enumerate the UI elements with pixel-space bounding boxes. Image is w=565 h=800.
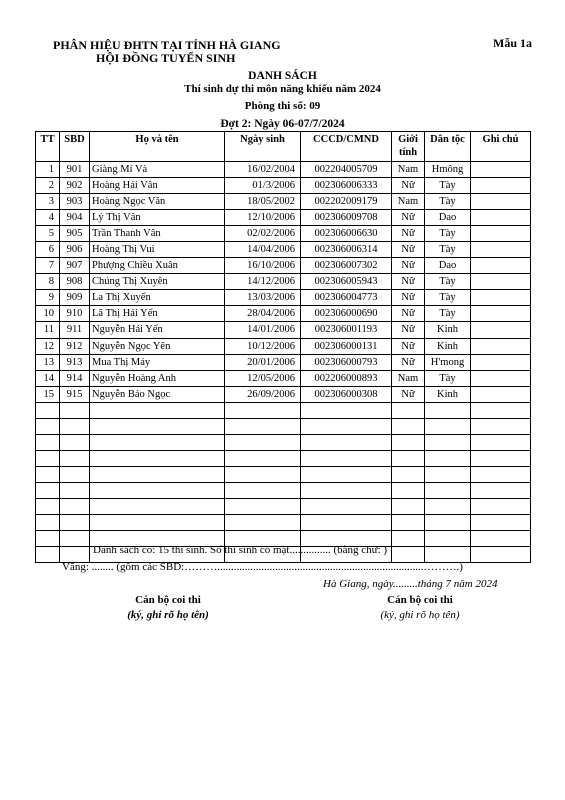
table-row xyxy=(36,354,531,370)
cell-gender: Nữ xyxy=(392,386,425,402)
cell-tt xyxy=(36,466,60,482)
absent-line: Vắng: ........ (gồm các SBD:………...........................................................................……….) xyxy=(62,561,463,573)
cell-dob: 12/10/2006 xyxy=(225,210,301,226)
cell-tt: 13 xyxy=(36,354,60,370)
cell-id-number: 002306000131 xyxy=(301,338,392,354)
cell-dob: 14/01/2006 xyxy=(225,322,301,338)
cell-tt xyxy=(36,434,60,450)
cell-sbd: 905 xyxy=(60,226,90,242)
table-row xyxy=(36,178,531,194)
cell-tt: 7 xyxy=(36,258,60,274)
cell-gender xyxy=(392,434,425,450)
cell-gender xyxy=(392,418,425,434)
table-row xyxy=(36,370,531,386)
cell-gender: Nam xyxy=(392,370,425,386)
cell-notes xyxy=(471,338,531,354)
cell-sbd: 912 xyxy=(60,338,90,354)
cell-notes xyxy=(471,258,531,274)
table-row xyxy=(36,434,531,450)
cell-dob xyxy=(225,498,301,514)
document-subtitle: Thí sinh dự thi môn năng khiếu năm 2024 xyxy=(184,83,381,95)
cell-id-number xyxy=(301,482,392,498)
cell-sbd xyxy=(60,418,90,434)
cell-notes xyxy=(471,194,531,210)
cell-tt: 12 xyxy=(36,338,60,354)
cell-sbd: 914 xyxy=(60,370,90,386)
col-header-gender: Giới tính xyxy=(392,132,425,162)
cell-notes xyxy=(471,482,531,498)
cell-notes xyxy=(471,370,531,386)
cell-sbd: 915 xyxy=(60,386,90,402)
cell-ethnicity xyxy=(425,434,471,450)
cell-sbd: 911 xyxy=(60,322,90,338)
cell-dob xyxy=(225,402,301,418)
table-row xyxy=(36,482,531,498)
cell-tt: 8 xyxy=(36,274,60,290)
cell-ethnicity: Dao xyxy=(425,258,471,274)
cell-dob: 28/04/2006 xyxy=(225,306,301,322)
cell-dob xyxy=(225,418,301,434)
cell-dob: 02/02/2006 xyxy=(225,226,301,242)
cell-ethnicity: Tày xyxy=(425,290,471,306)
cell-id-number: 002306001193 xyxy=(301,322,392,338)
cell-id-number xyxy=(301,498,392,514)
cell-id-number: 002206000893 xyxy=(301,370,392,386)
cell-sbd: 913 xyxy=(60,354,90,370)
cell-dob: 14/04/2006 xyxy=(225,242,301,258)
cell-notes xyxy=(471,210,531,226)
cell-ethnicity xyxy=(425,402,471,418)
cell-gender xyxy=(392,531,425,547)
cell-notes xyxy=(471,450,531,466)
cell-name: Chúng Thị Xuyên xyxy=(90,274,225,290)
cell-tt xyxy=(36,402,60,418)
table-row xyxy=(36,162,531,178)
cell-name: Hoàng Ngọc Văn xyxy=(90,194,225,210)
cell-id-number: 002204005709 xyxy=(301,162,392,178)
cell-name: Nguyễn Bảo Ngọc xyxy=(90,386,225,402)
cell-notes xyxy=(471,402,531,418)
cell-dob xyxy=(225,515,301,531)
cell-ethnicity: Tày xyxy=(425,242,471,258)
cell-sbd: 902 xyxy=(60,178,90,194)
place-date: Hà Giang, ngày.........tháng 7 năm 2024 xyxy=(323,578,498,590)
cell-gender: Nữ xyxy=(392,306,425,322)
cell-name xyxy=(90,402,225,418)
cell-id-number: 002306005943 xyxy=(301,274,392,290)
cell-name: Hoàng Hải Vân xyxy=(90,178,225,194)
cell-tt: 10 xyxy=(36,306,60,322)
cell-notes xyxy=(471,274,531,290)
cell-dob: 16/10/2006 xyxy=(225,258,301,274)
cell-name: Mua Thị Máy xyxy=(90,354,225,370)
cell-gender: Nữ xyxy=(392,290,425,306)
cell-name: Giàng Mí Và xyxy=(90,162,225,178)
table-row xyxy=(36,242,531,258)
cell-notes xyxy=(471,354,531,370)
exam-room: Phòng thi số: 09 xyxy=(244,100,321,112)
table-row xyxy=(36,290,531,306)
cell-gender: Nữ xyxy=(392,322,425,338)
table-row xyxy=(36,322,531,338)
cell-ethnicity: Tày xyxy=(425,370,471,386)
table-row xyxy=(36,210,531,226)
cell-ethnicity: Dao xyxy=(425,210,471,226)
cell-id-number: 002306006630 xyxy=(301,226,392,242)
col-header-sbd: SBD xyxy=(60,132,90,162)
cell-ethnicity: Tày xyxy=(425,178,471,194)
cell-id-number xyxy=(301,466,392,482)
table-row xyxy=(36,466,531,482)
cell-gender xyxy=(392,498,425,514)
cell-name: Nguyễn Hoàng Anh xyxy=(90,370,225,386)
cell-ethnicity xyxy=(425,515,471,531)
cell-notes xyxy=(471,242,531,258)
cell-id-number: 002202009179 xyxy=(301,194,392,210)
cell-dob: 18/05/2002 xyxy=(225,194,301,210)
cell-tt xyxy=(36,498,60,514)
cell-ethnicity: Kinh xyxy=(425,322,471,338)
exam-session: Đợt 2: Ngày 06-07/7/2024 xyxy=(220,118,345,130)
cell-sbd xyxy=(60,498,90,514)
table-row xyxy=(36,386,531,402)
cell-dob: 16/02/2004 xyxy=(225,162,301,178)
cell-tt: 14 xyxy=(36,370,60,386)
cell-name xyxy=(90,498,225,514)
cell-id-number: 002306000690 xyxy=(301,306,392,322)
cell-notes xyxy=(471,322,531,338)
col-header-tt: TT xyxy=(36,132,60,162)
cell-sbd: 904 xyxy=(60,210,90,226)
cell-ethnicity xyxy=(425,466,471,482)
cell-id-number: 002306007302 xyxy=(301,258,392,274)
cell-sbd xyxy=(60,450,90,466)
cell-notes xyxy=(471,418,531,434)
cell-tt: 6 xyxy=(36,242,60,258)
cell-id-number: 002306004773 xyxy=(301,290,392,306)
cell-gender: Nam xyxy=(392,162,425,178)
cell-ethnicity: Hmông xyxy=(425,162,471,178)
cell-dob xyxy=(225,482,301,498)
cell-notes xyxy=(471,434,531,450)
form-code: Mẫu 1a xyxy=(493,36,532,50)
cell-sbd xyxy=(60,531,90,547)
org-name: PHÂN HIỆU ĐHTN TẠI TỈNH HÀ GIANG xyxy=(53,38,281,52)
cell-notes xyxy=(471,162,531,178)
cell-dob xyxy=(225,434,301,450)
table-row xyxy=(36,402,531,418)
cell-gender: Nữ xyxy=(392,258,425,274)
cell-gender: Nữ xyxy=(392,338,425,354)
cell-gender: Nữ xyxy=(392,354,425,370)
cell-gender xyxy=(392,466,425,482)
cell-tt: 15 xyxy=(36,386,60,402)
cell-ethnicity xyxy=(425,450,471,466)
cell-sbd: 909 xyxy=(60,290,90,306)
cell-ethnicity: Kinh xyxy=(425,338,471,354)
cell-id-number: 002306006333 xyxy=(301,178,392,194)
cell-ethnicity xyxy=(425,418,471,434)
table-row xyxy=(36,338,531,354)
cell-dob: 01/3/2006 xyxy=(225,178,301,194)
cell-notes xyxy=(471,226,531,242)
cell-sbd: 903 xyxy=(60,194,90,210)
signature-left-title: Cán bộ coi thi xyxy=(135,594,201,606)
cell-id-number xyxy=(301,402,392,418)
cell-notes xyxy=(471,547,531,563)
cell-name: Phượng Chiều Xuân xyxy=(90,258,225,274)
cell-name: Hoàng Thị Vui xyxy=(90,242,225,258)
signature-right-title: Cán bộ coi thi xyxy=(387,594,453,606)
cell-ethnicity: Tày xyxy=(425,274,471,290)
col-header-ethnicity: Dân tộc xyxy=(425,132,471,162)
cell-sbd xyxy=(60,466,90,482)
cell-tt: 3 xyxy=(36,194,60,210)
cell-tt xyxy=(36,531,60,547)
table-row xyxy=(36,418,531,434)
cell-tt xyxy=(36,450,60,466)
cell-tt xyxy=(36,482,60,498)
cell-name: Lý Thị Vân xyxy=(90,210,225,226)
cell-id-number: 002306006314 xyxy=(301,242,392,258)
col-header-notes: Ghi chú xyxy=(471,132,531,162)
table-row xyxy=(36,274,531,290)
cell-ethnicity xyxy=(425,498,471,514)
table-row xyxy=(36,450,531,466)
cell-tt: 1 xyxy=(36,162,60,178)
document-title: DANH SÁCH xyxy=(248,70,317,82)
cell-id-number xyxy=(301,418,392,434)
cell-id-number: 002306000793 xyxy=(301,354,392,370)
table-row xyxy=(36,194,531,210)
cell-notes xyxy=(471,290,531,306)
cell-dob: 20/01/2006 xyxy=(225,354,301,370)
cell-id-number: 002306000308 xyxy=(301,386,392,402)
cell-name: Nguyễn Hải Yến xyxy=(90,322,225,338)
cell-dob: 10/12/2006 xyxy=(225,338,301,354)
col-header-dob: Ngày sinh xyxy=(225,132,301,162)
cell-sbd: 910 xyxy=(60,306,90,322)
cell-gender: Nữ xyxy=(392,210,425,226)
cell-gender: Nữ xyxy=(392,274,425,290)
table-row xyxy=(36,515,531,531)
table-row xyxy=(36,226,531,242)
cell-gender xyxy=(392,402,425,418)
cell-tt: 4 xyxy=(36,210,60,226)
cell-dob: 12/05/2006 xyxy=(225,370,301,386)
cell-notes xyxy=(471,498,531,514)
cell-tt xyxy=(36,515,60,531)
cell-sbd xyxy=(60,482,90,498)
cell-notes xyxy=(471,466,531,482)
cell-name xyxy=(90,434,225,450)
cell-notes xyxy=(471,178,531,194)
signature-right-note: (ký, ghi rõ họ tên) xyxy=(380,609,460,621)
cell-notes xyxy=(471,306,531,322)
table-row xyxy=(36,498,531,514)
cell-tt xyxy=(36,547,60,563)
cell-name: Lã Thị Hải Yến xyxy=(90,306,225,322)
cell-sbd: 908 xyxy=(60,274,90,290)
cell-name xyxy=(90,450,225,466)
council-name: HỘI ĐỒNG TUYỂN SINH xyxy=(96,51,236,65)
cell-tt: 2 xyxy=(36,178,60,194)
cell-dob: 13/03/2006 xyxy=(225,290,301,306)
cell-sbd: 901 xyxy=(60,162,90,178)
cell-gender: Nữ xyxy=(392,178,425,194)
cell-dob xyxy=(225,450,301,466)
cell-notes xyxy=(471,386,531,402)
cell-sbd: 906 xyxy=(60,242,90,258)
cell-ethnicity: Tày xyxy=(425,306,471,322)
cell-gender xyxy=(392,515,425,531)
cell-tt: 9 xyxy=(36,290,60,306)
cell-name: Trần Thanh Vân xyxy=(90,226,225,242)
cell-name xyxy=(90,515,225,531)
cell-sbd xyxy=(60,434,90,450)
cell-name xyxy=(90,418,225,434)
col-header-id: CCCD/CMND xyxy=(301,132,392,162)
cell-dob: 26/09/2006 xyxy=(225,386,301,402)
cell-gender xyxy=(392,482,425,498)
cell-ethnicity: Tày xyxy=(425,226,471,242)
cell-ethnicity xyxy=(425,482,471,498)
cell-tt: 5 xyxy=(36,226,60,242)
cell-dob: 14/12/2006 xyxy=(225,274,301,290)
cell-name xyxy=(90,482,225,498)
col-header-name: Họ và tên xyxy=(90,132,225,162)
table-row xyxy=(36,258,531,274)
cell-name: La Thị Xuyến xyxy=(90,290,225,306)
cell-sbd xyxy=(60,402,90,418)
cell-sbd xyxy=(60,515,90,531)
cell-id-number: 002306009708 xyxy=(301,210,392,226)
cell-notes xyxy=(471,515,531,531)
cell-ethnicity: Tày xyxy=(425,194,471,210)
cell-tt: 11 xyxy=(36,322,60,338)
cell-ethnicity: Kinh xyxy=(425,386,471,402)
signature-left-note: (ký, ghi rõ họ tên) xyxy=(127,609,209,621)
cell-id-number xyxy=(301,450,392,466)
cell-gender: Nam xyxy=(392,194,425,210)
table-header-row xyxy=(36,132,531,162)
cell-name: Nguyễn Ngọc Yên xyxy=(90,338,225,354)
candidate-table xyxy=(35,131,531,563)
cell-id-number xyxy=(301,515,392,531)
cell-dob xyxy=(225,466,301,482)
cell-ethnicity xyxy=(425,531,471,547)
cell-tt xyxy=(36,418,60,434)
cell-gender: Nữ xyxy=(392,226,425,242)
summary-line: Danh sách có: 15 thí sinh. Số thí sinh có mặt............... (bằng chữ: ) xyxy=(93,544,388,556)
cell-notes xyxy=(471,531,531,547)
cell-gender xyxy=(392,450,425,466)
cell-sbd: 907 xyxy=(60,258,90,274)
cell-gender: Nữ xyxy=(392,242,425,258)
table-row xyxy=(36,306,531,322)
cell-id-number xyxy=(301,434,392,450)
cell-ethnicity: H'mong xyxy=(425,354,471,370)
cell-name xyxy=(90,466,225,482)
